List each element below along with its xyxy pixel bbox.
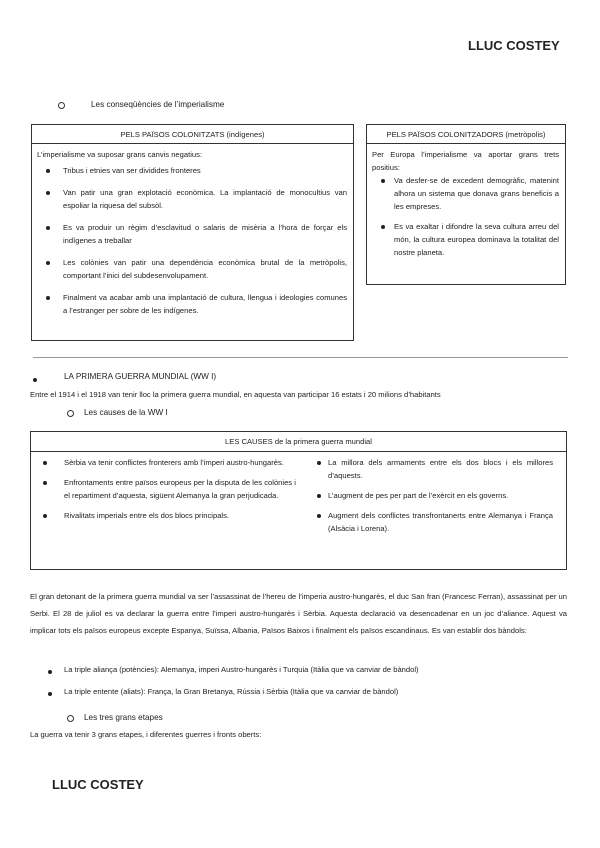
list-item: Sèrbia va tenir conflictes fronterers amb l’imperi austro-hungarès. (34, 456, 296, 469)
colonizer-countries-box (366, 124, 566, 285)
alliance-triple-alianca: La triple aliança (potències): Alemanya, imperi Austro-hungarès i Turquia (Itàlia que va canviar de bàndol) (64, 665, 419, 674)
list-item: Van patir una gran explotació econòmica. La implantació de monocultius van espoliar la riquesa del subsòl. (37, 186, 347, 212)
list-item: L’augment de pes per part de l’exèrcit en els governs. (308, 489, 553, 502)
author-header: LLUC COSTEY (468, 38, 560, 53)
circle-bullet-icon (67, 410, 74, 417)
list-item: Les colònies van patir una dependència econòmica brutal de la metròpolis, comportant l’inici del subdesenvolupament. (37, 256, 347, 282)
author-footer: LLUC COSTEY (52, 777, 144, 792)
list-item: Es va exaltar i difondre la seva cultura arreu del món, la cultura europea dominava la totalitat del nostre planeta. (372, 220, 559, 259)
causes-heading: Les causes de la WW I (84, 408, 168, 417)
section-heading-ww1: LA PRIMERA GUERRA MUNDIAL (WW I) (64, 372, 217, 381)
list-item: Finalment va acabar amb una implantació de cultura, llengua i ideologies comunes a l’estranger per sobre de les indígenes. (37, 291, 347, 317)
colonizer-box-title: PELS PAÏSOS COLONITZADORS (metròpolis) (367, 125, 565, 144)
causes-box-title: LES CAUSES de la primera guerra mundial (31, 432, 566, 452)
circle-bullet-icon (58, 102, 65, 109)
bullet-icon (48, 692, 52, 696)
section-divider (33, 357, 568, 358)
ww1-intro: Entre el 1914 i el 1918 van tenir lloc la primera guerra mundial, en aquesta van participar 16 estats i 20 milions d’habitants (30, 390, 441, 399)
stages-heading: Les tres grans etapes (84, 713, 163, 722)
list-item: Es va produir un règim d’esclavitud o salaris de misèria a l’hora de forçar els indígenes a treballar (37, 221, 347, 247)
detonant-paragraph: El gran detonant de la primera guerra mundial va ser l’assassinat de l’hereu de l’imperia austro-hungarès, el duc San fran (Francesc Ferran), assassinat per un Serbi. El 28 de juliol es va declarar la guerra entre l’imperi austro-hungarès i Sèrbia. Aquesta declaració va desencadenar en un joc d’aliance. Aquest va implicar tots els països europeus excepte Espanya, Suïssa, Albania, Països Baixos i finalment els països escandinaus. Es van establir dos bàndols: (30, 592, 567, 635)
list-item: Va desfer-se de excedent demogràfic, matenint alhora un sistema que donava grans beneficis a les empreses. (372, 174, 559, 213)
colonized-box-title: PELS PAÏSOS COLONITZATS (indígenes) (32, 125, 353, 144)
colonized-box-intro: L’imperialisme va suposar grans canvis negatius: (37, 150, 203, 159)
list-item: La millora dels armaments entre els dos blocs i els millores d’aquests. (308, 456, 553, 482)
colonized-countries-box (31, 124, 354, 341)
circle-bullet-icon (67, 715, 74, 722)
list-item: Enfrontaments entre països europeus per la disputa de les colònies i el repartiment d’aquesta, sigüent Alemanya la gran perjudicada. (34, 476, 296, 502)
section-heading-consequences: Les conseqüències de l’imperialisme (91, 100, 225, 109)
list-item: Rivalitats imperials entre els dos blocs principals. (34, 509, 296, 522)
causes-box (30, 431, 567, 570)
stages-text: La guerra va tenir 3 grans etapes, i diferentes guerres i fronts oberts: (30, 730, 262, 739)
bullet-icon (48, 670, 52, 674)
list-item: Tribus i etnies van ser dividides fronteres (37, 164, 347, 177)
colonizer-box-intro: Per Europa l’imperialisme va aportar grans trets positius: (372, 150, 559, 172)
alliance-triple-entente: La triple entente (aliats): França, la Gran Bretanya, Rússia i Sèrbia (Itàlia que va canviar de bàndol) (64, 687, 399, 696)
list-item: Augment dels conflictes transfrontanerts entre Alemanya i França (Alsàcia i Lorena). (308, 509, 553, 535)
bullet-icon (33, 378, 37, 382)
